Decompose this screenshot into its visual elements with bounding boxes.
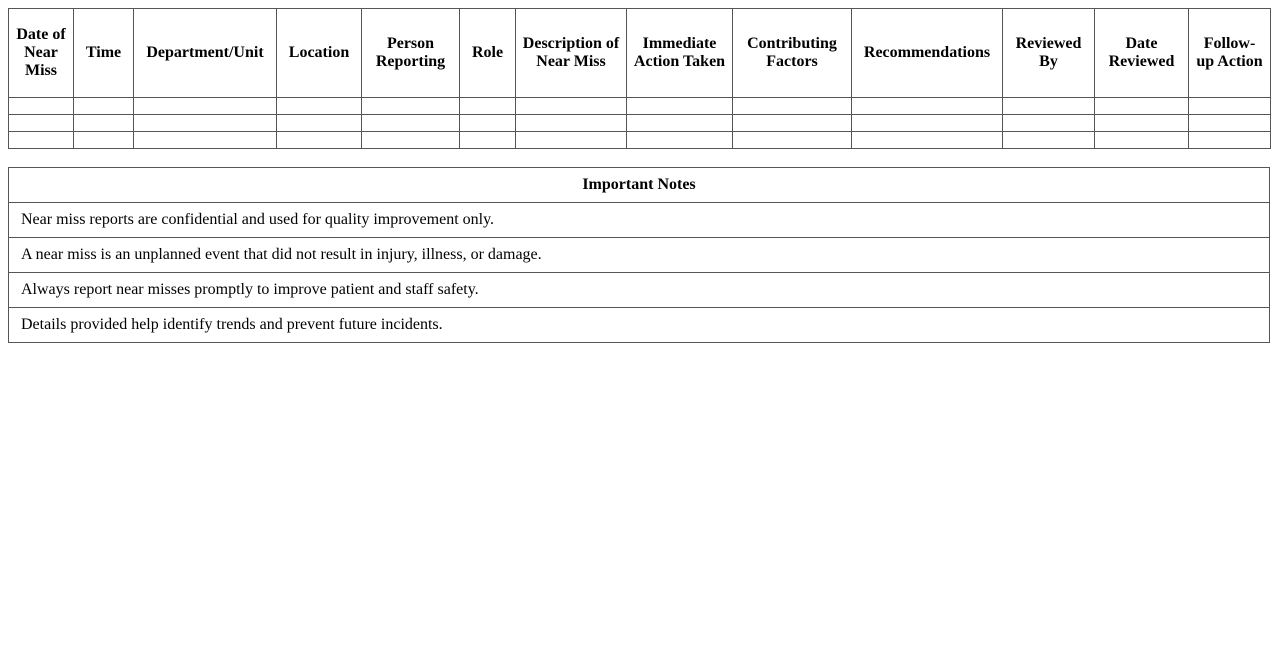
near-miss-log-table <box>8 8 1271 149</box>
note-text: A near miss is an unplanned event that did not result in injury, illness, or damage. <box>9 238 1270 273</box>
table-cell[interactable] <box>460 115 516 132</box>
table-cell[interactable] <box>362 115 460 132</box>
table-cell[interactable] <box>733 115 852 132</box>
table-header-row <box>9 9 1271 98</box>
column-header-description: Description of Near Miss <box>516 9 627 98</box>
table-cell[interactable] <box>516 98 627 115</box>
note-row <box>9 203 1270 238</box>
table-cell[interactable] <box>9 132 74 149</box>
column-header-role: Role <box>460 9 516 98</box>
note-text: Always report near misses promptly to improve patient and staff safety. <box>9 273 1270 308</box>
table-row <box>9 115 1271 132</box>
table-cell[interactable] <box>516 132 627 149</box>
table-cell[interactable] <box>1095 132 1189 149</box>
table-cell[interactable] <box>134 132 277 149</box>
column-header-department-unit: Department/Unit <box>134 9 277 98</box>
table-cell[interactable] <box>362 132 460 149</box>
table-cell[interactable] <box>516 115 627 132</box>
table-row <box>9 98 1271 115</box>
column-header-recommendations: Recommendations <box>852 9 1003 98</box>
note-row <box>9 273 1270 308</box>
table-cell[interactable] <box>277 98 362 115</box>
table-cell[interactable] <box>627 98 733 115</box>
table-cell[interactable] <box>1095 115 1189 132</box>
table-cell[interactable] <box>1003 132 1095 149</box>
table-cell[interactable] <box>1003 115 1095 132</box>
table-cell[interactable] <box>460 98 516 115</box>
column-header-contributing-factors: Contributing Factors <box>733 9 852 98</box>
table-cell[interactable] <box>74 132 134 149</box>
table-cell[interactable] <box>627 132 733 149</box>
note-row <box>9 238 1270 273</box>
important-notes-table <box>8 167 1270 343</box>
table-cell[interactable] <box>1189 115 1271 132</box>
table-cell[interactable] <box>74 115 134 132</box>
notes-title: Important Notes <box>9 168 1270 203</box>
note-text: Near miss reports are confidential and used for quality improvement only. <box>9 203 1270 238</box>
note-row <box>9 308 1270 343</box>
table-cell[interactable] <box>134 115 277 132</box>
table-cell[interactable] <box>733 98 852 115</box>
table-cell[interactable] <box>852 132 1003 149</box>
table-cell[interactable] <box>460 132 516 149</box>
table-cell[interactable] <box>1095 98 1189 115</box>
column-header-date-of-near-miss: Date of Near Miss <box>9 9 74 98</box>
table-cell[interactable] <box>733 132 852 149</box>
table-cell[interactable] <box>362 98 460 115</box>
table-cell[interactable] <box>627 115 733 132</box>
column-header-date-reviewed: Date Reviewed <box>1095 9 1189 98</box>
table-cell[interactable] <box>1003 98 1095 115</box>
table-cell[interactable] <box>9 98 74 115</box>
notes-header-row <box>9 168 1270 203</box>
column-header-location: Location <box>277 9 362 98</box>
note-text: Details provided help identify trends and prevent future incidents. <box>9 308 1270 343</box>
table-cell[interactable] <box>277 132 362 149</box>
table-cell[interactable] <box>852 98 1003 115</box>
table-cell[interactable] <box>852 115 1003 132</box>
table-cell[interactable] <box>1189 132 1271 149</box>
table-cell[interactable] <box>9 115 74 132</box>
table-cell[interactable] <box>74 98 134 115</box>
table-cell[interactable] <box>134 98 277 115</box>
column-header-reviewed-by: Reviewed By <box>1003 9 1095 98</box>
table-cell[interactable] <box>1189 98 1271 115</box>
page-content <box>8 8 1270 343</box>
table-row <box>9 132 1271 149</box>
column-header-immediate-action: Immediate Action Taken <box>627 9 733 98</box>
column-header-person-reporting: Person Reporting <box>362 9 460 98</box>
table-cell[interactable] <box>277 115 362 132</box>
column-header-time: Time <box>74 9 134 98</box>
column-header-follow-up-action: Follow-up Action <box>1189 9 1271 98</box>
